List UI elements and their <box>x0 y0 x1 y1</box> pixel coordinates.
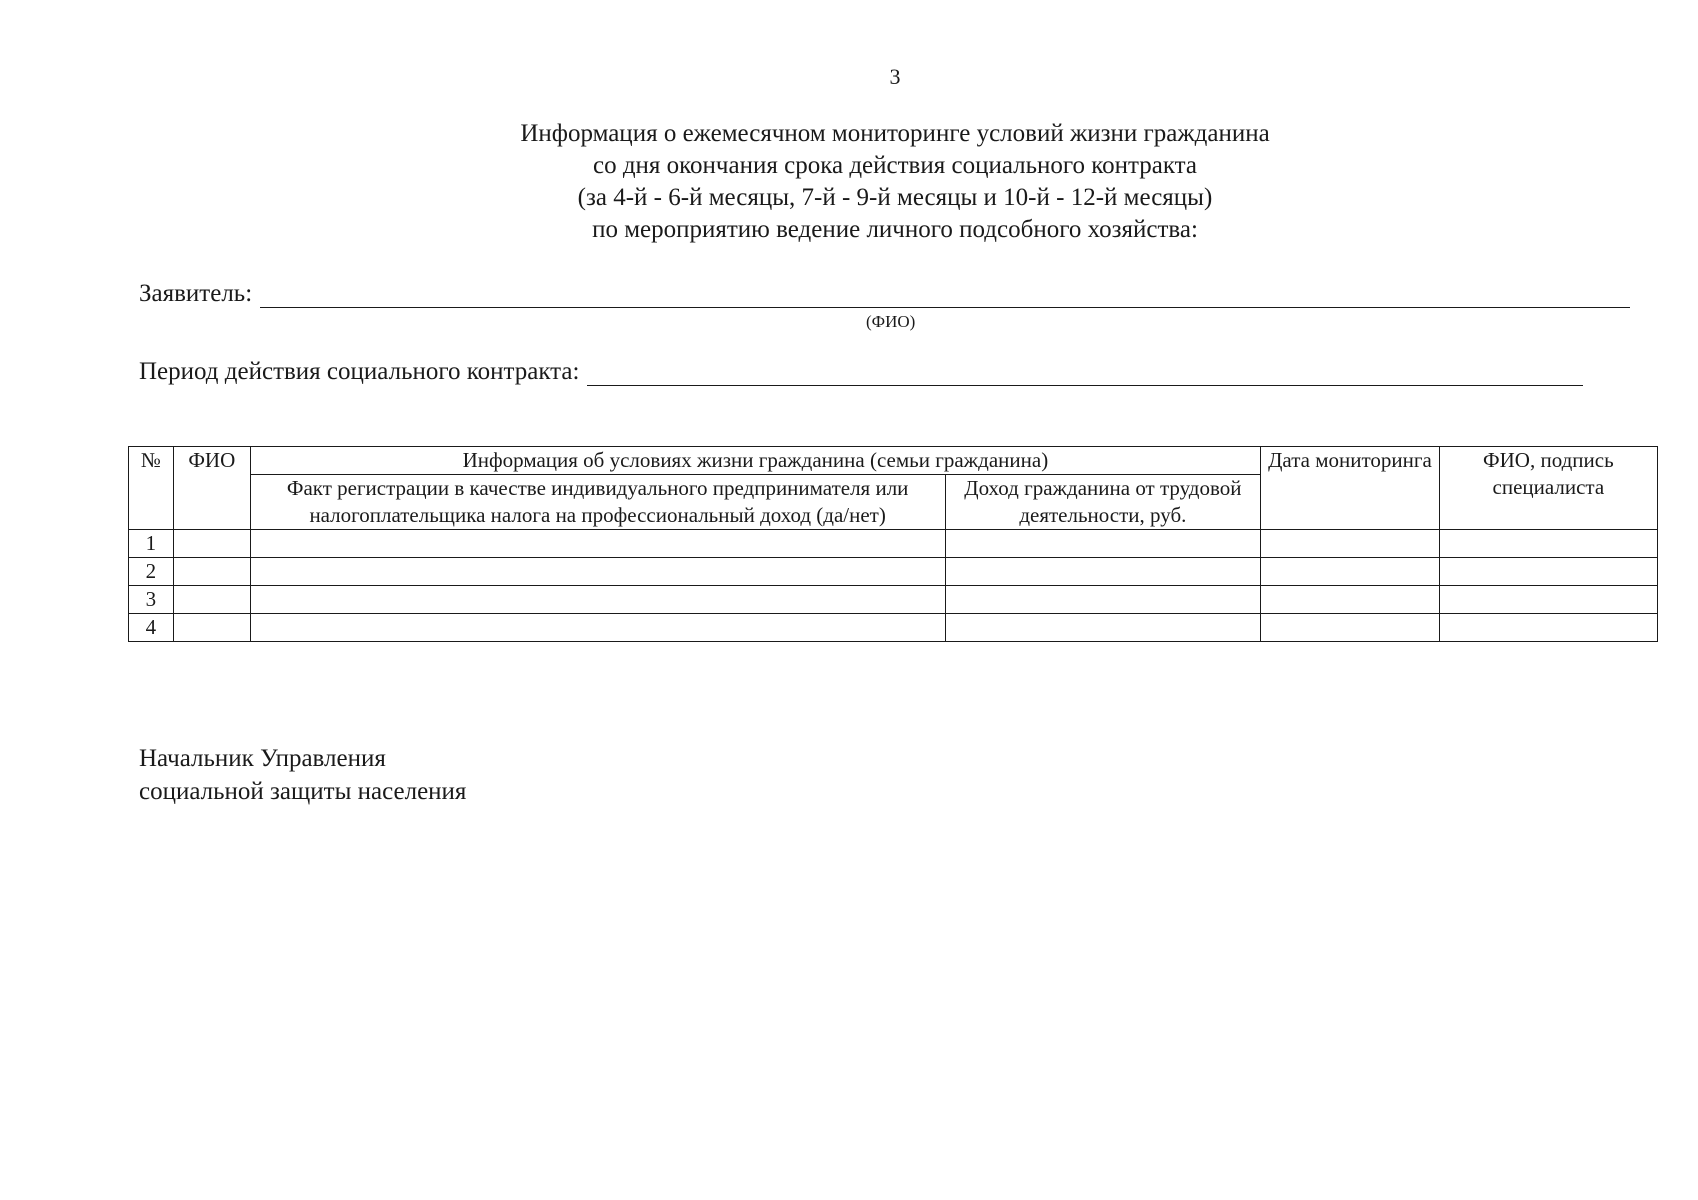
signature-line-1: Начальник Управления <box>139 745 386 772</box>
applicant-blank-line[interactable] <box>260 283 1630 308</box>
header-fio: ФИО <box>173 447 250 530</box>
contract-period-label: Период действия социального контракта: <box>139 358 580 385</box>
applicant-fio-caption: (ФИО) <box>866 312 916 331</box>
header-fact: Факт регистрации в качестве индивидуального предпринимателя или налогоплательщика налога на профессиональный доход (да/нет) <box>250 475 945 530</box>
cell-fio[interactable] <box>173 558 250 586</box>
contract-period-field <box>139 358 1583 386</box>
cell-date[interactable] <box>1261 586 1440 614</box>
cell-specialist[interactable] <box>1439 614 1657 642</box>
cell-date[interactable] <box>1261 614 1440 642</box>
cell-fio[interactable] <box>173 614 250 642</box>
header-specialist: ФИО, подпись специалиста <box>1439 447 1657 530</box>
cell-specialist[interactable] <box>1439 558 1657 586</box>
signature-line-2: социальной защиты населения <box>139 778 467 805</box>
header-date: Дата мониторинга <box>1261 447 1440 530</box>
title-line-1: Информация о ежемесячном мониторинге условий жизни гражданина <box>520 120 1270 147</box>
table-row <box>129 614 1658 642</box>
cell-fact[interactable] <box>250 530 945 558</box>
signature-block <box>139 742 466 808</box>
title-line-4: по мероприятию ведение личного подсобного хозяйства: <box>592 216 1198 243</box>
row-number: 3 <box>129 586 174 614</box>
page-number: 3 <box>889 64 901 89</box>
row-number: 2 <box>129 558 174 586</box>
row-number: 1 <box>129 530 174 558</box>
monitoring-table <box>128 446 1658 642</box>
row-number: 4 <box>129 614 174 642</box>
header-num: № <box>129 447 174 530</box>
table-row <box>129 586 1658 614</box>
table-row <box>129 530 1658 558</box>
cell-income[interactable] <box>945 586 1261 614</box>
cell-income[interactable] <box>945 614 1261 642</box>
document-title <box>0 118 1698 246</box>
cell-date[interactable] <box>1261 558 1440 586</box>
title-line-3: (за 4-й - 6-й месяцы, 7-й - 9-й месяцы и 10-й - 12-й месяцы) <box>577 184 1213 211</box>
title-line-2: со дня окончания срока действия социального контракта <box>592 152 1198 179</box>
cell-specialist[interactable] <box>1439 530 1657 558</box>
cell-fact[interactable] <box>250 586 945 614</box>
header-info-group: Информация об условиях жизни гражданина (семьи гражданина) <box>250 447 1260 475</box>
cell-income[interactable] <box>945 530 1261 558</box>
applicant-field <box>139 280 1630 308</box>
table-row <box>129 558 1658 586</box>
header-income: Доход гражданина от трудовой деятельности, руб. <box>945 475 1261 530</box>
cell-fio[interactable] <box>173 530 250 558</box>
cell-fact[interactable] <box>250 558 945 586</box>
cell-date[interactable] <box>1261 530 1440 558</box>
table-header-row <box>129 447 1658 475</box>
applicant-label: Заявитель: <box>139 280 253 307</box>
cell-income[interactable] <box>945 558 1261 586</box>
cell-fact[interactable] <box>250 614 945 642</box>
cell-specialist[interactable] <box>1439 586 1657 614</box>
contract-period-blank-line[interactable] <box>587 361 1583 386</box>
cell-fio[interactable] <box>173 586 250 614</box>
